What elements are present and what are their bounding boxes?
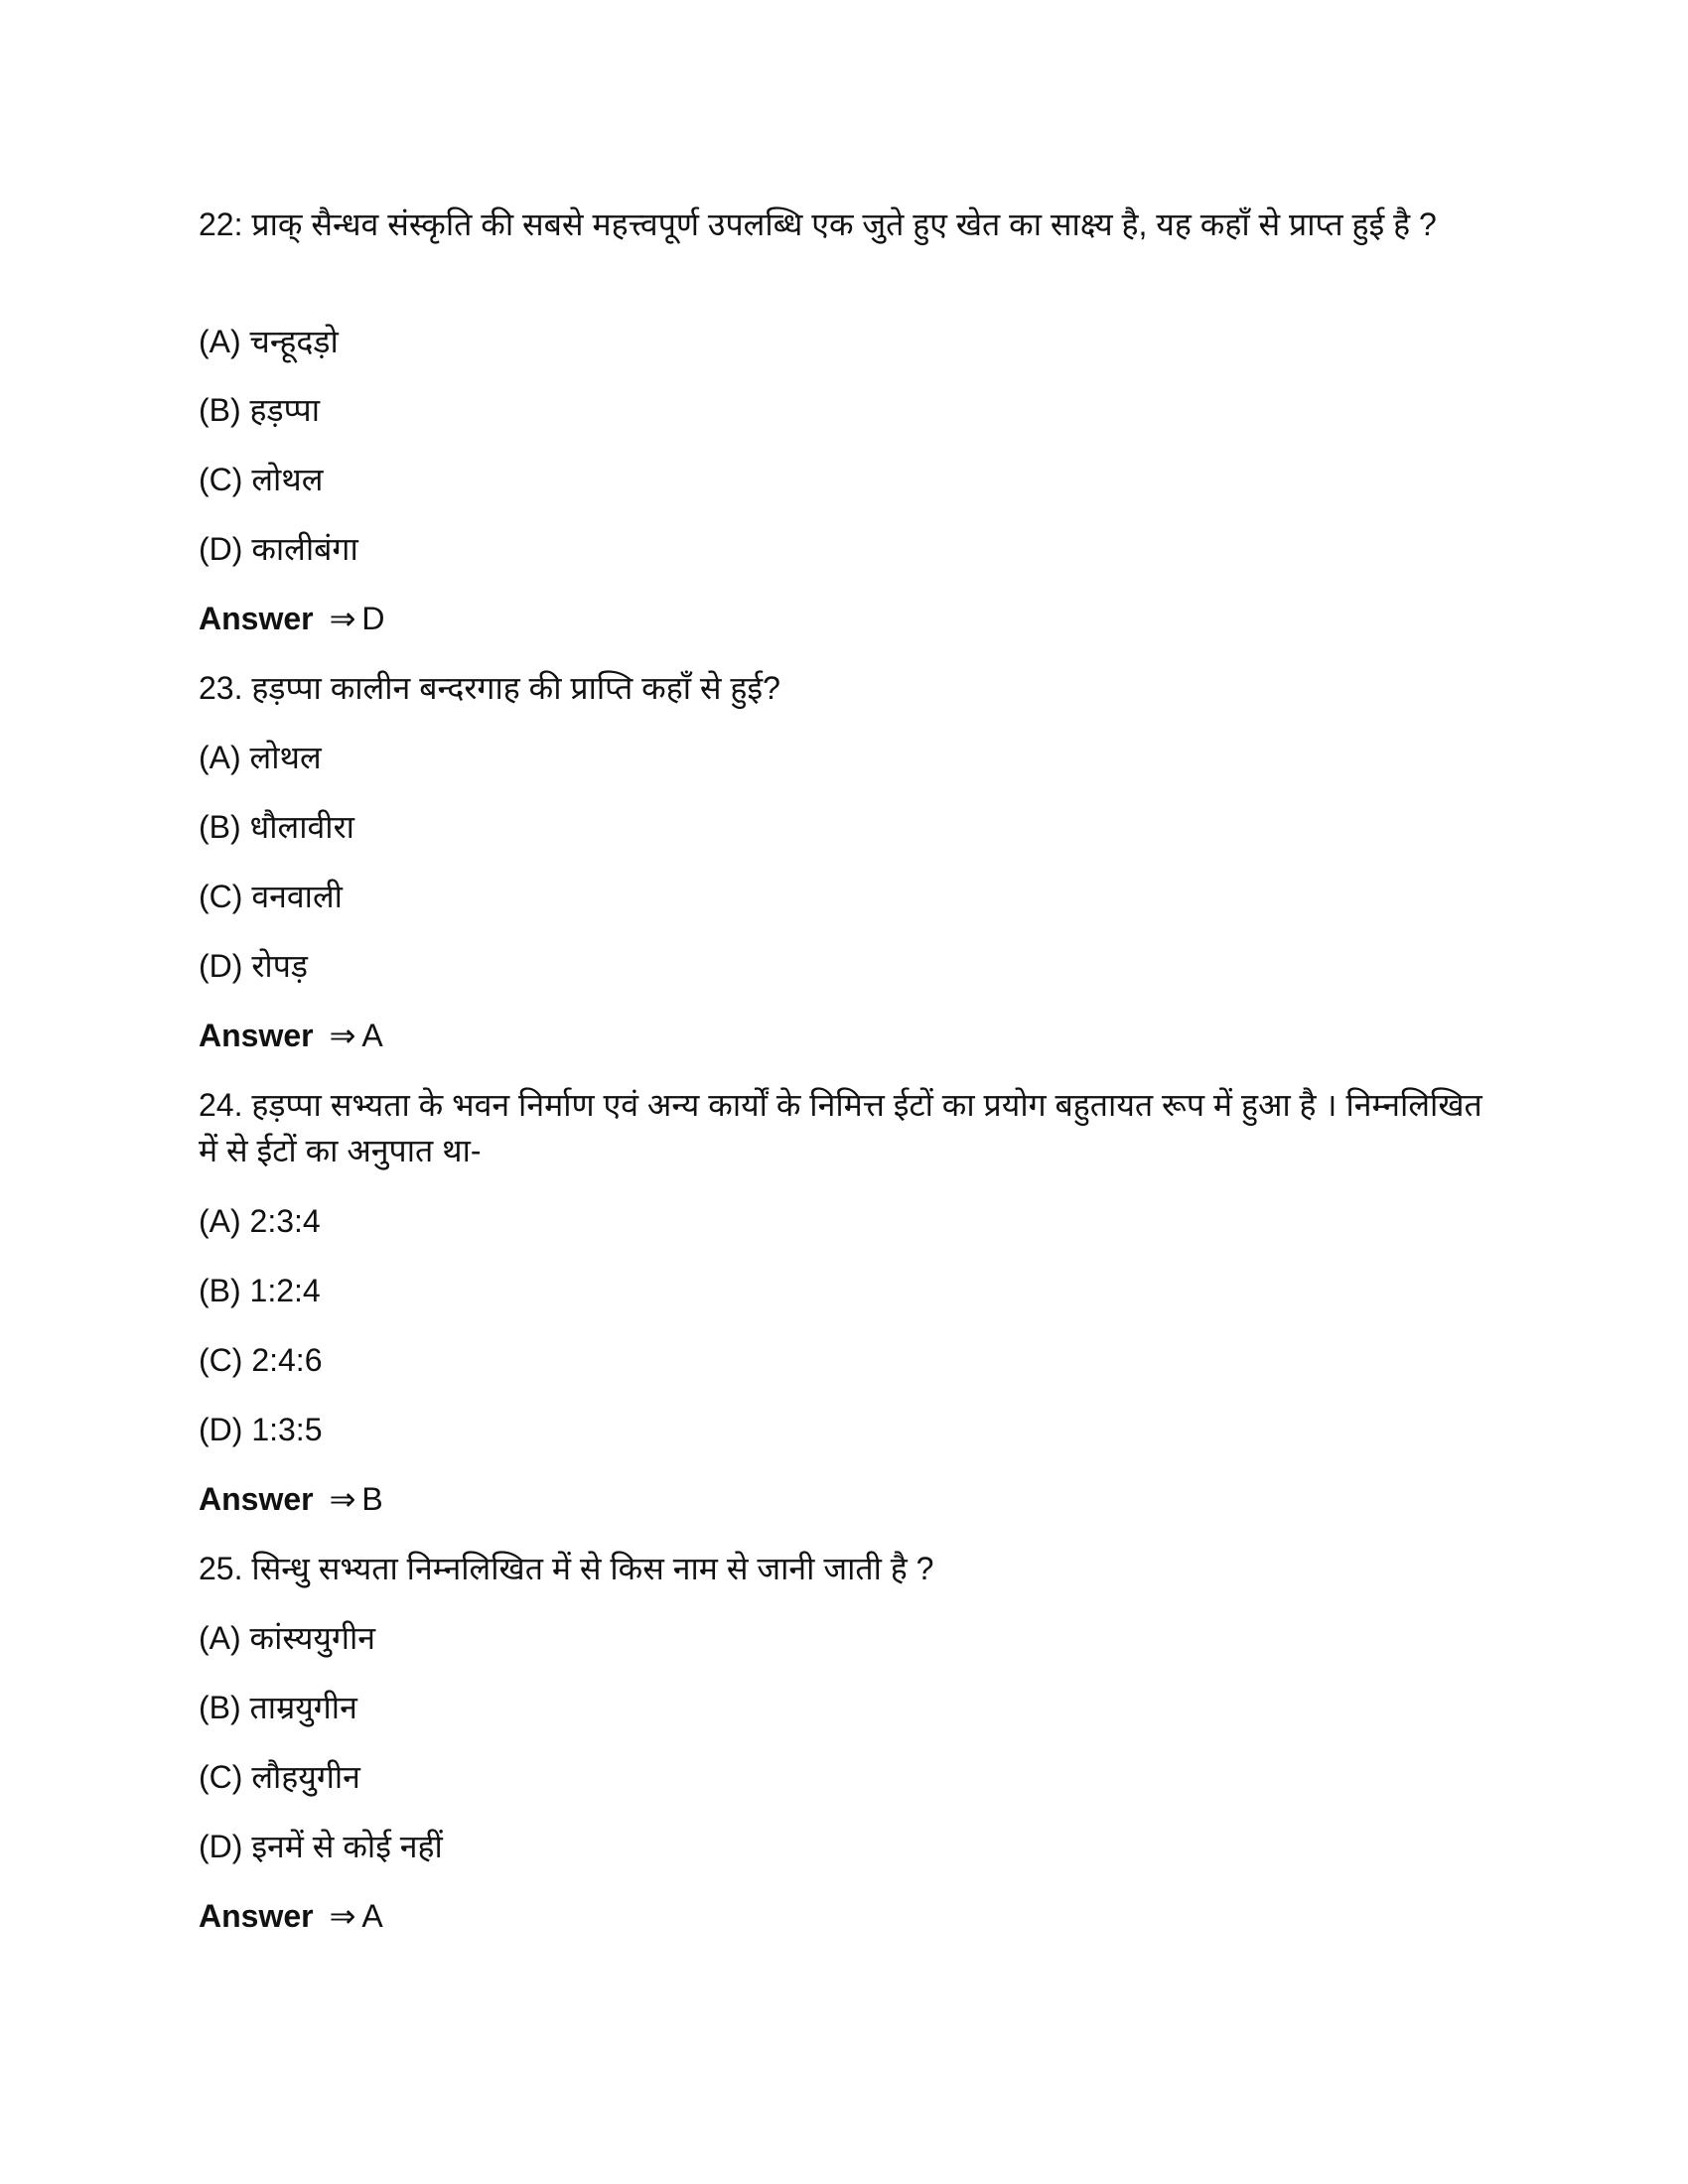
option-label: (A) [199,324,241,359]
option-label: (C) [199,1759,243,1795]
option-c [199,457,323,502]
answer-label: Answer [199,1898,314,1934]
option-text: 2:3:4 [249,1203,321,1239]
option-text: चन्हूदड़ो [249,324,339,359]
answer-value: D [361,601,385,636]
option-text: लोथल [251,462,324,497]
question-text: प्राक् सैन्धव संस्कृति की सबसे महत्त्वपूर्ण उपलब्धि एक जुते हुए खेत का साक्ष्य है, यह कहाँ से प्राप्त हुई है ? [251,206,1437,242]
option-d [199,1824,443,1869]
question-number: 24. [199,1087,243,1123]
option-text: कांस्ययुगीन [249,1620,376,1656]
option-a [199,735,322,780]
option-label: (A) [199,1620,241,1656]
option-c [199,1754,360,1800]
option-text: हड़प्पा [249,392,320,428]
option-c [199,874,343,919]
answer-line [199,1893,383,1939]
option-a [199,319,339,364]
option-label: (B) [199,1273,241,1308]
question-25 [199,1546,1489,1591]
option-text: कालीबंगा [251,531,358,567]
option-text: 1:2:4 [249,1273,321,1308]
option-b [199,804,354,850]
option-b [199,387,320,433]
option-label: (C) [199,1342,243,1378]
option-text: रोपड़ [251,948,308,984]
option-c [199,1337,322,1383]
question-22 [199,202,1489,247]
question-text: हड़प्पा कालीन बन्दरगाह की प्राप्ति कहाँ से हुई? [251,670,780,706]
implies-arrow-icon: ⇒ [329,1018,356,1053]
question-text: हड़प्पा सभ्यता के भवन निर्माण एवं अन्य कार्यों के निमित्त ईटों का प्रयोग बहुतायत रूप में हुआ है । निम्नलिखित में से ईटों का अनुपात था- [199,1087,1482,1168]
option-label: (B) [199,1690,241,1725]
question-23 [199,665,1489,711]
option-label: (A) [199,1203,241,1239]
option-a [199,1615,375,1661]
implies-arrow-icon: ⇒ [329,1898,356,1934]
answer-value: A [361,1898,383,1934]
question-number: 22: [199,206,243,242]
option-text: लौहयुगीन [251,1759,360,1795]
answer-line [199,1013,383,1058]
answer-label: Answer [199,601,314,636]
question-24 [199,1082,1489,1173]
option-d [199,943,308,989]
option-b [199,1268,321,1313]
question-number: 25. [199,1551,243,1586]
option-d [199,526,358,572]
option-text: इनमें से कोई नहीं [251,1829,443,1864]
option-text: 2:4:6 [251,1342,323,1378]
option-label: (B) [199,392,241,428]
implies-arrow-icon: ⇒ [329,1481,356,1517]
answer-value: B [361,1481,383,1517]
option-label: (D) [199,1829,243,1864]
answer-line [199,596,385,641]
answer-label: Answer [199,1481,314,1517]
option-label: (A) [199,740,241,775]
answer-label: Answer [199,1018,314,1053]
option-label: (D) [199,531,243,567]
option-b [199,1685,357,1730]
option-text: ताम्रयुगीन [249,1690,357,1725]
implies-arrow-icon: ⇒ [329,601,356,636]
option-a [199,1198,321,1244]
option-text: 1:3:5 [251,1412,323,1447]
option-text: लोथल [249,740,322,775]
option-label: (D) [199,1412,243,1447]
answer-value: A [361,1018,383,1053]
option-text: वनवाली [251,879,343,914]
option-label: (C) [199,879,243,914]
option-label: (D) [199,948,243,984]
option-label: (C) [199,462,243,497]
option-label: (B) [199,809,241,845]
answer-line [199,1476,383,1522]
option-text: धौलावीरा [249,809,354,845]
question-number: 23. [199,670,243,706]
option-d [199,1407,322,1452]
question-text: सिन्धु सभ्यता निम्नलिखित में से किस नाम से जानी जाती है ? [251,1551,934,1586]
